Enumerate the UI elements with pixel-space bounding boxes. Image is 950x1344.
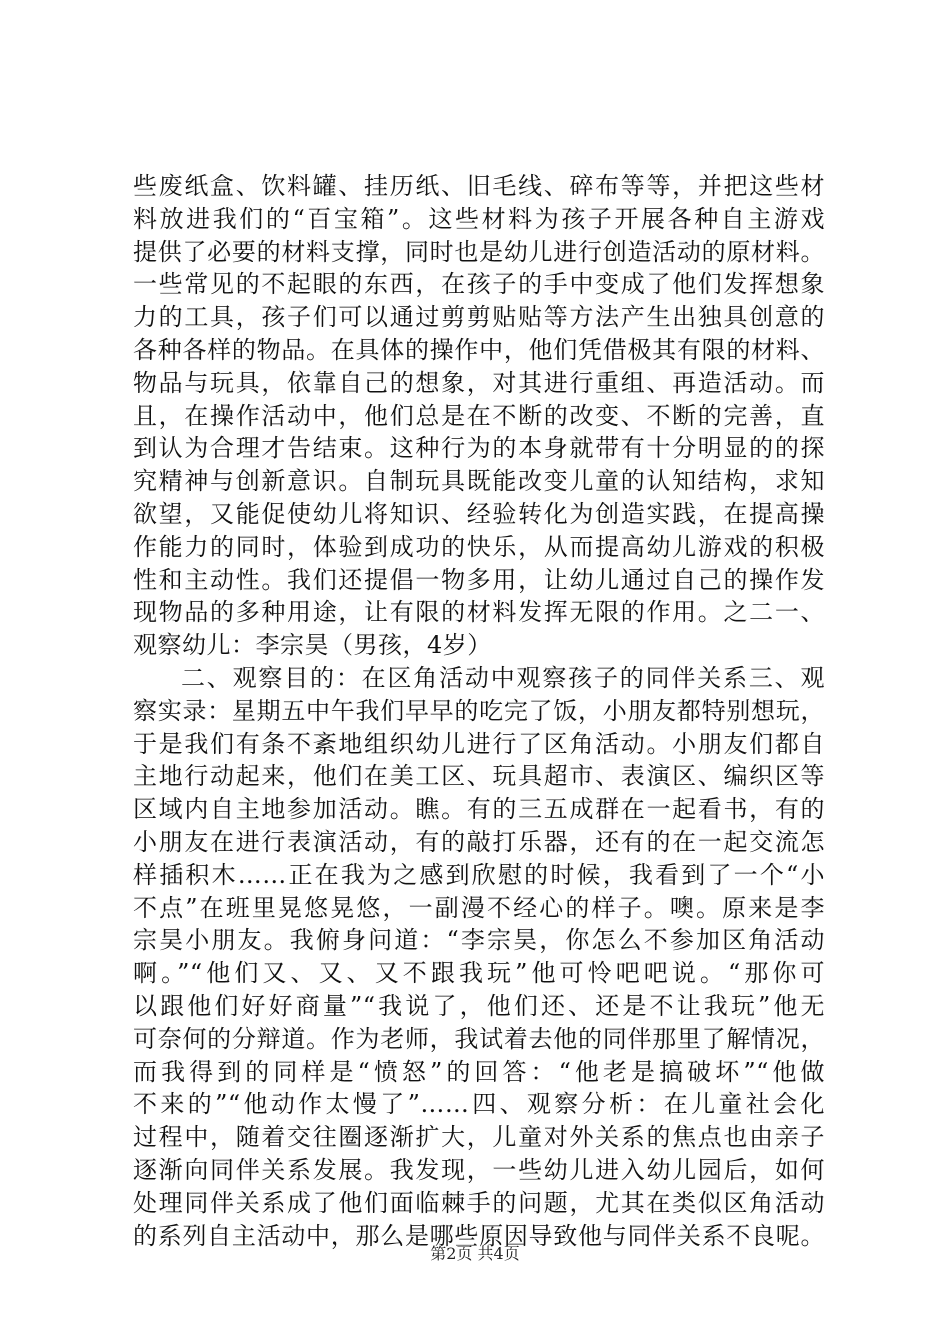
text-line: 以跟他们好好商量”“我说了，他们还、还是不让我玩”他无 — [133, 991, 825, 1020]
text-line: 欲望，又能促使幼儿将知识、经验转化为创造实践，在提高操 — [133, 499, 825, 528]
text-line: 宗昊小朋友。我俯身问道：“李宗昊，你怎么不参加区角活动 — [133, 926, 825, 955]
text-line: 样插积木……正在我为之感到欣慰的时候，我看到了一个“小 — [133, 860, 825, 889]
text-line: 逐渐向同伴关系发展。我发现，一些幼儿进入幼儿园后，如何 — [133, 1155, 825, 1184]
text-line: 观察幼儿：李宗昊（男孩，4岁） — [133, 631, 492, 660]
text-line: 主地行动起来，他们在美工区、玩具超市、表演区、编织区等 — [133, 762, 825, 791]
text-line: 处理同伴关系成了他们面临棘手的问题，尤其在类似区角活动 — [133, 1188, 825, 1217]
text-line: 过程中，随着交往圈逐渐扩大，儿童对外关系的焦点也由亲子 — [133, 1123, 825, 1152]
text-line: 不点”在班里晃悠晃悠，一副漫不经心的样子。噢。原来是李 — [133, 893, 825, 922]
text-line: 料放进我们的“百宝箱”。这些材料为孩子开展各种自主游戏 — [133, 204, 825, 233]
text-line: 物品与玩具，依靠自己的想象，对其进行重组、再造活动。而 — [133, 368, 825, 397]
text-line: 的系列自主活动中，那么是哪些原因导致他与同伴关系不良呢。 — [133, 1221, 825, 1250]
text-line: 不来的”“他动作太慢了”……四、观察分析：在儿童社会化 — [133, 1090, 825, 1119]
text-line: 各种各样的物品。在具体的操作中，他们凭借极其有限的材料、 — [133, 335, 825, 364]
page-number-footer: 第2页 共4页 — [430, 1244, 520, 1263]
text-line: 区域内自主地参加活动。瞧。有的三五成群在一起看书，有的 — [133, 795, 825, 824]
text-line: 且，在操作活动中，他们总是在不断的改变、不断的完善，直 — [133, 401, 825, 430]
text-line: 二、观察目的：在区角活动中观察孩子的同伴关系三、观 — [181, 663, 825, 692]
text-line: 到认为合理才告结束。这种行为的本身就带有十分明显的的探 — [133, 434, 825, 463]
text-line: 现物品的多种用途，让有限的材料发挥无限的作用。之二一、 — [133, 598, 825, 627]
text-line: 于是我们有条不紊地组织幼儿进行了区角活动。小朋友们都自 — [133, 729, 825, 758]
text-line: 小朋友在进行表演活动，有的敲打乐器，还有的在一起交流怎 — [133, 827, 825, 856]
body-text — [133, 170, 825, 1252]
text-line: 些废纸盒、饮料罐、挂历纸、旧毛线、碎布等等，并把这些材 — [133, 172, 825, 200]
text-line: 究精神与创新意识。自制玩具既能改变儿童的认知结构，求知 — [133, 467, 825, 496]
text-line: 作能力的同时，体验到成功的快乐，从而提高幼儿游戏的积极 — [133, 532, 825, 561]
text-line: 一些常见的不起眼的东西，在孩子的手中变成了他们发挥想象 — [133, 270, 825, 299]
text-line: 提供了必要的材料支撑，同时也是幼儿进行创造活动的原材料。 — [133, 237, 825, 266]
text-line: 性和主动性。我们还提倡一物多用，让幼儿通过自己的操作发 — [133, 565, 825, 594]
text-line: 察实录：星期五中午我们早早的吃完了饭，小朋友都特别想玩， — [133, 696, 825, 725]
text-line: 啊。”“他们又、又、又不跟我玩”他可怜吧吧说。“那你可 — [133, 959, 825, 988]
text-line: 力的工具，孩子们可以通过剪剪贴贴等方法产生出独具创意的 — [133, 303, 825, 332]
text-line: 而我得到的同样是“愤怒”的回答：“他老是搞破坏”“他做 — [133, 1057, 825, 1086]
text-line: 可奈何的分辩道。作为老师，我试着去他的同伴那里了解情况， — [133, 1024, 825, 1053]
